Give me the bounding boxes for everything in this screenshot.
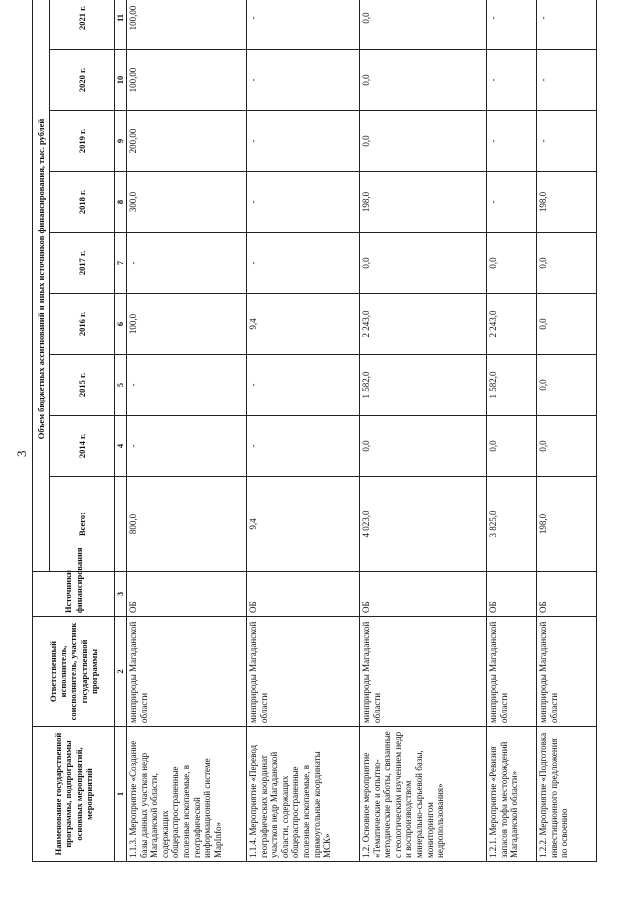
row-value: 2 243,0 <box>487 294 537 355</box>
row-value: 100,00 <box>127 0 247 50</box>
column-number-row <box>115 0 127 862</box>
header-year: 2017 г. <box>50 233 115 294</box>
header-total: Всего: <box>50 477 115 572</box>
row-value: - <box>127 233 247 294</box>
table-row <box>127 0 247 862</box>
row-total: 4 023,0 <box>360 477 487 572</box>
row-value: - <box>247 233 360 294</box>
row-value: 1 582,0 <box>360 355 487 416</box>
header-year: 2020 г. <box>50 50 115 111</box>
row-value: 0,0 <box>487 416 537 477</box>
row-value: - <box>127 416 247 477</box>
row-value: 198,0 <box>537 172 597 233</box>
col-number: 4 <box>115 416 127 477</box>
col-number: 6 <box>115 294 127 355</box>
row-value: - <box>487 0 537 50</box>
row-value: 0,0 <box>487 233 537 294</box>
row-value: - <box>127 355 247 416</box>
row-total: 198,0 <box>537 477 597 572</box>
col-number: 5 <box>115 355 127 416</box>
col-number: 7 <box>115 233 127 294</box>
col-number: 3 <box>115 572 127 617</box>
row-executor: минприроды Магаданской области <box>247 617 360 727</box>
row-value: 0,0 <box>537 233 597 294</box>
row-name: 1.2.2. Мероприятие «Подготовка инвестиционного предложения по освоению <box>537 727 597 862</box>
row-value: - <box>487 172 537 233</box>
header-year: 2015 г. <box>50 355 115 416</box>
header-year: 2019 г. <box>50 111 115 172</box>
header-executor: Ответственный исполнитель, соисполнитель, участник государственной программы <box>33 617 115 727</box>
row-value: - <box>537 0 597 50</box>
row-executor: минприроды Магаданской области <box>487 617 537 727</box>
page-number: 3 <box>14 450 29 457</box>
row-value: - <box>487 50 537 111</box>
row-value: 0,0 <box>360 50 487 111</box>
row-source: ОБ <box>537 572 597 617</box>
table-row <box>360 0 487 862</box>
row-value: 2 243,0 <box>360 294 487 355</box>
row-value: 0,0 <box>360 233 487 294</box>
row-value: - <box>247 50 360 111</box>
row-source: ОБ <box>247 572 360 617</box>
row-value: 300,0 <box>127 172 247 233</box>
header-source: Источники финансирования <box>33 572 115 617</box>
col-number: 2 <box>115 617 127 727</box>
table-row <box>537 0 597 862</box>
row-name: 1.1.4. Мероприятие «Перевод географических координат участков недр Магаданской области, содержащих общераспространенные полезные ископаемые, в прямоугольные координаты МСК» <box>247 727 360 862</box>
funding-table <box>32 0 597 862</box>
row-name: 1.2. Основное мероприятие «Тематические и опытно-методические работы, связанные с геологическим изучением недр и воспроизводством минерально-сырьевой базы, мониторингом недропользования» <box>360 727 487 862</box>
row-value: 0,0 <box>537 294 597 355</box>
row-value: 1 582,0 <box>487 355 537 416</box>
row-total: 9,4 <box>247 477 360 572</box>
row-name: 1.2.1. Мероприятие «Ревизия запасов торфа месторождений Магаданской области» <box>487 727 537 862</box>
header-volume: Объем бюджетных ассигнований и иных источников финансирования, тыс. рублей <box>33 0 50 572</box>
row-value: - <box>247 172 360 233</box>
col-number: 10 <box>115 50 127 111</box>
row-value: 200,00 <box>127 111 247 172</box>
row-value: 0,0 <box>360 111 487 172</box>
row-executor: минприроды Магаданской области <box>360 617 487 727</box>
row-executor: минприроды Магаданской области <box>127 617 247 727</box>
row-value: 0,0 <box>537 355 597 416</box>
row-value: 100,00 <box>127 50 247 111</box>
header-year: 2014 г. <box>50 416 115 477</box>
row-value: - <box>247 0 360 50</box>
row-value: 0,0 <box>537 416 597 477</box>
row-value: - <box>247 355 360 416</box>
row-value: - <box>487 111 537 172</box>
row-source: ОБ <box>360 572 487 617</box>
row-name: 1.1.3. Мероприятие «Создание базы данных участков недр Магаданской области, содержащих общераспространенные полезные ископаемые, в географической информационной системе MapInfo» <box>127 727 247 862</box>
col-number: 8 <box>115 172 127 233</box>
col-number <box>115 477 127 572</box>
row-value: - <box>537 50 597 111</box>
table-row <box>247 0 360 862</box>
table-row <box>487 0 537 862</box>
row-total: 800,0 <box>127 477 247 572</box>
row-source: ОБ <box>487 572 537 617</box>
row-value: - <box>247 111 360 172</box>
header-year: 2016 г. <box>50 294 115 355</box>
row-value: - <box>247 416 360 477</box>
header-year: 2021 г. <box>50 0 115 50</box>
col-number: 9 <box>115 111 127 172</box>
row-value: 0,0 <box>360 0 487 50</box>
header-name: Наименование государственной программы, подпрограммы основных мероприятий, мероприятий <box>33 727 115 862</box>
row-value: 198,0 <box>360 172 487 233</box>
row-value: 100,0 <box>127 294 247 355</box>
row-source: ОБ <box>127 572 247 617</box>
header-year: 2018 г. <box>50 172 115 233</box>
row-total: 3 825,0 <box>487 477 537 572</box>
row-value: - <box>537 111 597 172</box>
row-executor: минприроды Магаданской области <box>537 617 597 727</box>
col-number: 11 <box>115 0 127 50</box>
row-value: 0,0 <box>360 416 487 477</box>
row-value: 9,4 <box>247 294 360 355</box>
col-number: 1 <box>115 727 127 862</box>
